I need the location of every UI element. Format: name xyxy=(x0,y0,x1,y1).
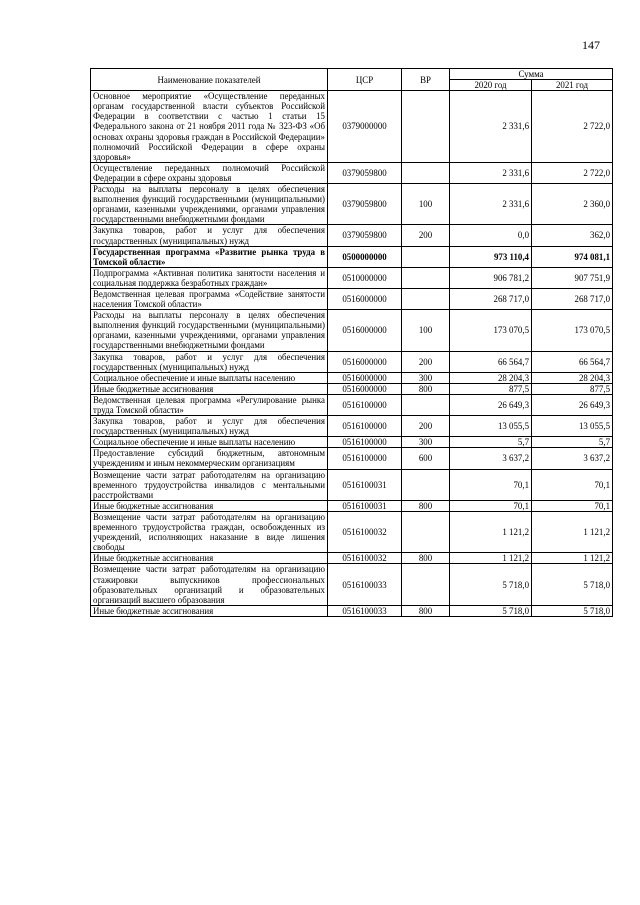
row-sum-2021-cell: 70,1 xyxy=(532,469,613,500)
row-sum-2020-cell: 877,5 xyxy=(450,383,532,394)
page-number: 147 xyxy=(582,38,600,52)
row-name-cell: Ведомственная целевая программа «Содействие занятости населения Томской области» xyxy=(91,288,328,309)
table-row xyxy=(91,437,613,448)
header-vr: ВР xyxy=(402,69,450,91)
row-name-cell: Ведомственная целевая программа «Регулирование рынка труда Томской области» xyxy=(91,394,328,415)
row-name-cell: Закупка товаров, работ и услуг для обеспечения государственных (муниципальных) нужд xyxy=(91,225,328,246)
row-sum-2020-cell: 2 331,6 xyxy=(450,162,532,183)
row-vr-cell xyxy=(402,162,450,183)
header-name: Наименование показателей xyxy=(91,69,328,91)
row-sum-2021-cell: 2 722,0 xyxy=(532,91,613,163)
row-sum-2020-cell: 70,1 xyxy=(450,500,532,511)
row-name-cell: Социальное обеспечение и иные выплаты населению xyxy=(91,437,328,448)
row-sum-2020-cell: 13 055,5 xyxy=(450,416,532,437)
table-row xyxy=(91,394,613,415)
row-vr-cell: 200 xyxy=(402,416,450,437)
row-csr-cell: 0516000000 xyxy=(328,372,402,383)
row-sum-2021-cell: 28 204,3 xyxy=(532,372,613,383)
row-sum-2020-cell: 26 649,3 xyxy=(450,394,532,415)
row-sum-2020-cell: 28 204,3 xyxy=(450,372,532,383)
row-sum-2021-cell: 5 718,0 xyxy=(532,564,613,605)
row-vr-cell: 800 xyxy=(402,500,450,511)
row-vr-cell: 800 xyxy=(402,605,450,616)
table-header xyxy=(91,69,613,91)
table-row xyxy=(91,416,613,437)
table-row xyxy=(91,564,613,605)
table-row xyxy=(91,162,613,183)
row-name-cell: Иные бюджетные ассигнования xyxy=(91,605,328,616)
row-name-cell: Закупка товаров, работ и услуг для обеспечения государственных (муниципальных) нужд xyxy=(91,416,328,437)
row-csr-cell: 0516100032 xyxy=(328,511,402,552)
row-sum-2021-cell: 26 649,3 xyxy=(532,394,613,415)
row-name-cell: Государственная программа «Развитие рынка труда в Томской области» xyxy=(91,246,328,267)
row-csr-cell: 0516100000 xyxy=(328,394,402,415)
row-csr-cell: 0500000000 xyxy=(328,246,402,267)
row-csr-cell: 0516100000 xyxy=(328,416,402,437)
row-vr-cell xyxy=(402,246,450,267)
row-csr-cell: 0516000000 xyxy=(328,383,402,394)
row-name-cell: Иные бюджетные ассигнования xyxy=(91,500,328,511)
row-name-cell: Осуществление переданных полномочий Российской Федерации в сфере охраны здоровья xyxy=(91,162,328,183)
row-sum-2021-cell: 13 055,5 xyxy=(532,416,613,437)
row-sum-2020-cell: 5 718,0 xyxy=(450,564,532,605)
row-sum-2021-cell: 3 637,2 xyxy=(532,448,613,469)
row-sum-2021-cell: 70,1 xyxy=(532,500,613,511)
row-vr-cell: 800 xyxy=(402,553,450,564)
row-name-cell: Расходы на выплаты персоналу в целях обеспечения выполнения функций государственными (муниципальными) органами, казенными учреждениями, органами управления государственными внебюджетными фондами xyxy=(91,184,328,225)
row-sum-2020-cell: 173 070,5 xyxy=(450,310,532,351)
row-vr-cell xyxy=(402,267,450,288)
table-row xyxy=(91,184,613,225)
row-sum-2020-cell: 70,1 xyxy=(450,469,532,500)
row-csr-cell: 0516100031 xyxy=(328,500,402,511)
table-row xyxy=(91,469,613,500)
row-sum-2021-cell: 362,0 xyxy=(532,225,613,246)
table-row xyxy=(91,372,613,383)
row-vr-cell: 200 xyxy=(402,351,450,372)
row-vr-cell xyxy=(402,91,450,163)
row-name-cell: Подпрограмма «Активная политика занятости населения и социальная поддержка безработных граждан» xyxy=(91,267,328,288)
row-sum-2020-cell: 3 637,2 xyxy=(450,448,532,469)
row-name-cell: Возмещение части затрат работодателям на организацию стажировки выпускников профессиональных образовательных организаций и образовательных организаций высшего образования xyxy=(91,564,328,605)
row-csr-cell: 0516100032 xyxy=(328,553,402,564)
budget-table xyxy=(90,68,613,617)
row-sum-2020-cell: 268 717,0 xyxy=(450,288,532,309)
row-vr-cell xyxy=(402,469,450,500)
table-row xyxy=(91,267,613,288)
row-vr-cell xyxy=(402,564,450,605)
table-row xyxy=(91,500,613,511)
header-csr: ЦСР xyxy=(328,69,402,91)
row-vr-cell: 600 xyxy=(402,448,450,469)
row-vr-cell: 100 xyxy=(402,184,450,225)
table-body xyxy=(91,91,613,617)
row-name-cell: Основное мероприятие «Осуществление переданных органам государственной власти субъектов Российской Федерации в соответствии с частью 1 статьи 15 Федерального закона от 21 ноября 2011 года № 323-ФЗ «Об основах охраны здоровья граждан в Российской Федерации» полномочий Российской Федерации в сфере охраны здоровья» xyxy=(91,91,328,163)
row-vr-cell xyxy=(402,288,450,309)
row-vr-cell: 300 xyxy=(402,372,450,383)
row-vr-cell xyxy=(402,511,450,552)
table-row xyxy=(91,246,613,267)
row-sum-2020-cell: 2 331,6 xyxy=(450,184,532,225)
row-vr-cell: 100 xyxy=(402,310,450,351)
row-sum-2020-cell: 0,0 xyxy=(450,225,532,246)
header-year-2021: 2021 год xyxy=(532,80,613,91)
row-csr-cell: 0516100031 xyxy=(328,469,402,500)
row-sum-2020-cell: 906 781,2 xyxy=(450,267,532,288)
row-csr-cell: 0510000000 xyxy=(328,267,402,288)
row-sum-2021-cell: 66 564,7 xyxy=(532,351,613,372)
row-name-cell: Социальное обеспечение и иные выплаты населению xyxy=(91,372,328,383)
row-name-cell: Предоставление субсидий бюджетным, автономным учреждениям и иным некоммерческим организациям xyxy=(91,448,328,469)
row-csr-cell: 0379000000 xyxy=(328,91,402,163)
row-sum-2021-cell: 2 360,0 xyxy=(532,184,613,225)
row-name-cell: Расходы на выплаты персоналу в целях обеспечения выполнения функций государственными (муниципальными) органами, казенными учреждениями, органами управления государственными внебюджетными фондами xyxy=(91,310,328,351)
row-name-cell: Иные бюджетные ассигнования xyxy=(91,383,328,394)
row-sum-2021-cell: 907 751,9 xyxy=(532,267,613,288)
row-csr-cell: 0516100033 xyxy=(328,605,402,616)
row-sum-2021-cell: 974 081,1 xyxy=(532,246,613,267)
header-sum: Сумма xyxy=(450,69,613,80)
row-name-cell: Возмещение части затрат работодателям на организацию временного трудоустройства граждан, освобожденных из учреждений, исполняющих наказание в виде лишения свободы xyxy=(91,511,328,552)
row-sum-2020-cell: 1 121,2 xyxy=(450,511,532,552)
row-sum-2021-cell: 1 121,2 xyxy=(532,511,613,552)
row-sum-2021-cell: 877,5 xyxy=(532,383,613,394)
row-csr-cell: 0516000000 xyxy=(328,310,402,351)
row-sum-2021-cell: 5 718,0 xyxy=(532,605,613,616)
row-csr-cell: 0516100033 xyxy=(328,564,402,605)
row-sum-2021-cell: 173 070,5 xyxy=(532,310,613,351)
table-row xyxy=(91,553,613,564)
table-row xyxy=(91,310,613,351)
table-row xyxy=(91,448,613,469)
table-row xyxy=(91,225,613,246)
table-row xyxy=(91,351,613,372)
row-sum-2020-cell: 5,7 xyxy=(450,437,532,448)
row-csr-cell: 0516100000 xyxy=(328,437,402,448)
row-csr-cell: 0516100000 xyxy=(328,448,402,469)
row-csr-cell: 0379059800 xyxy=(328,225,402,246)
row-sum-2020-cell: 5 718,0 xyxy=(450,605,532,616)
row-csr-cell: 0516000000 xyxy=(328,288,402,309)
row-name-cell: Возмещение части затрат работодателям на организацию временного трудоустройства инвалидов с ментальными расстройствами xyxy=(91,469,328,500)
row-name-cell: Иные бюджетные ассигнования xyxy=(91,553,328,564)
row-sum-2021-cell: 1 121,2 xyxy=(532,553,613,564)
table-row xyxy=(91,288,613,309)
row-sum-2020-cell: 1 121,2 xyxy=(450,553,532,564)
row-sum-2021-cell: 268 717,0 xyxy=(532,288,613,309)
table-row xyxy=(91,91,613,163)
row-vr-cell: 200 xyxy=(402,225,450,246)
header-year-2020: 2020 год xyxy=(450,80,532,91)
table-row xyxy=(91,605,613,616)
row-name-cell: Закупка товаров, работ и услуг для обеспечения государственных (муниципальных) нужд xyxy=(91,351,328,372)
row-csr-cell: 0516000000 xyxy=(328,351,402,372)
table-row xyxy=(91,383,613,394)
row-vr-cell: 800 xyxy=(402,383,450,394)
row-sum-2020-cell: 66 564,7 xyxy=(450,351,532,372)
row-vr-cell: 300 xyxy=(402,437,450,448)
row-csr-cell: 0379059800 xyxy=(328,162,402,183)
table-row xyxy=(91,511,613,552)
row-sum-2020-cell: 973 110,4 xyxy=(450,246,532,267)
row-vr-cell xyxy=(402,394,450,415)
row-sum-2021-cell: 5,7 xyxy=(532,437,613,448)
row-sum-2020-cell: 2 331,6 xyxy=(450,91,532,163)
row-csr-cell: 0379059800 xyxy=(328,184,402,225)
row-sum-2021-cell: 2 722,0 xyxy=(532,162,613,183)
